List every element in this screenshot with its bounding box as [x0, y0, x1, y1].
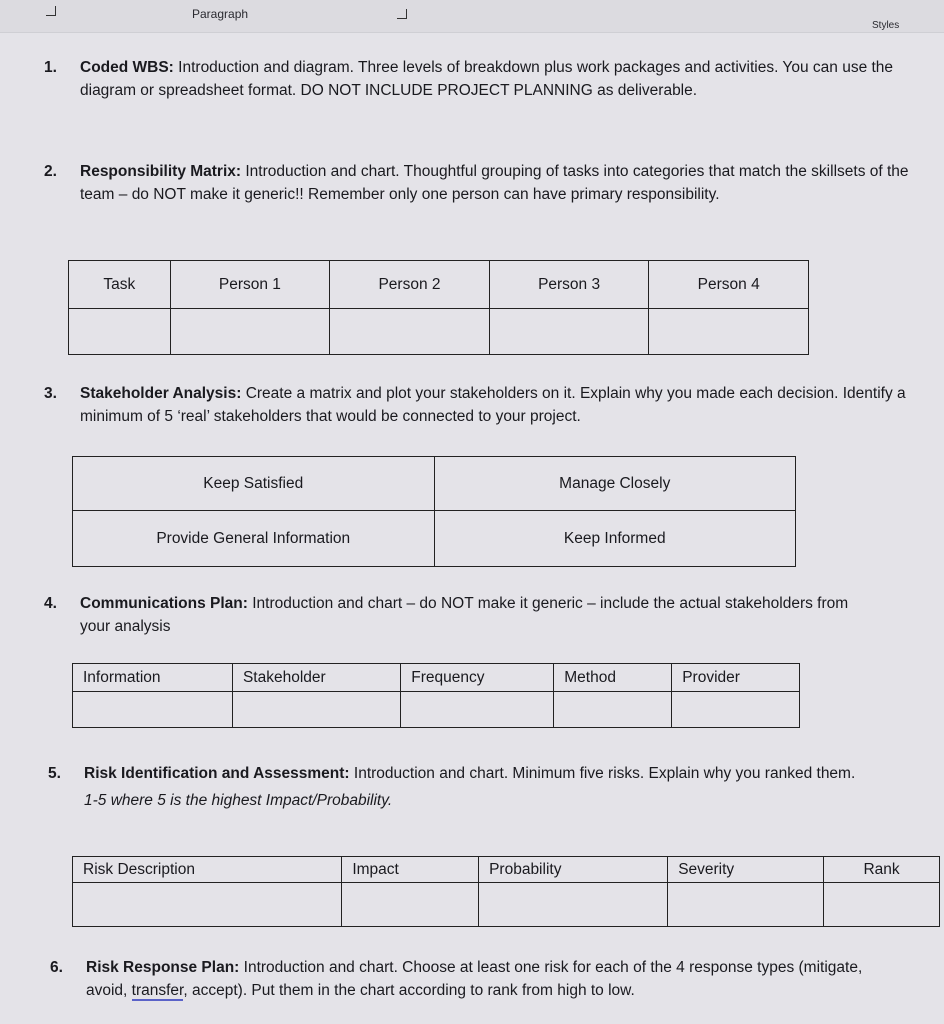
item-number: 4. [44, 595, 57, 612]
table-header-cell: Task [69, 261, 171, 309]
table-header-cell: Stakeholder [232, 664, 400, 692]
table-header-cell: Severity [668, 857, 824, 883]
item-heading: Responsibility Matrix: [80, 163, 242, 180]
table-cell[interactable] [649, 309, 809, 355]
table-cell[interactable] [330, 309, 490, 355]
table-header-cell: Person 4 [649, 261, 809, 309]
table-header-cell: Rank [824, 857, 940, 883]
matrix-cell-keep-satisfied: Keep Satisfied [73, 457, 435, 511]
risk-table [72, 856, 940, 927]
table-cell[interactable] [73, 692, 233, 728]
table-cell[interactable] [69, 309, 171, 355]
item-3-stakeholder-analysis [44, 382, 930, 428]
table-header-cell: Information [73, 664, 233, 692]
table-header-cell: Risk Description [73, 857, 342, 883]
table-header-cell: Impact [342, 857, 479, 883]
item-note: 1-5 where 5 is the highest Impact/Probability. [84, 792, 393, 809]
matrix-row [73, 511, 796, 567]
ribbon-bar [0, 0, 944, 33]
styles-group-label: Styles [872, 20, 900, 31]
item-text: Create a matrix and plot your stakeholders on it. Explain why you made each decision. Identify a minimum of 5 ‘real’ stakeholders that would be connected to your project. [80, 385, 906, 425]
table-header-cell: Probability [479, 857, 668, 883]
item-number: 6. [50, 959, 63, 976]
item-1-coded-wbs [44, 56, 940, 102]
item-heading: Communications Plan: [80, 595, 248, 612]
table-header-cell: Provider [672, 664, 800, 692]
matrix-cell-manage-closely: Manage Closely [434, 457, 796, 511]
table-cell[interactable] [489, 309, 649, 355]
table-cell[interactable] [401, 692, 554, 728]
table-header-row [73, 857, 940, 883]
table-cell[interactable] [232, 692, 400, 728]
matrix-cell-general-information: Provide General Information [73, 511, 435, 567]
item-heading: Stakeholder Analysis: [80, 385, 242, 402]
table-cell[interactable] [342, 883, 479, 927]
spellcheck-underlined-word[interactable]: transfer [131, 982, 184, 999]
item-text: Introduction and chart – do NOT make it generic – include the actual stakeholders from your analysis [80, 595, 849, 635]
table-cell[interactable] [170, 309, 330, 355]
table-cell[interactable] [554, 692, 672, 728]
table-row [73, 692, 800, 728]
table-header-row [69, 261, 809, 309]
item-heading: Risk Identification and Assessment: [84, 765, 350, 782]
table-cell[interactable] [824, 883, 940, 927]
item-text: Introduction and chart. Thoughtful grouping of tasks into categories that match the skillsets of the team – do NOT make it generic!! Remember only one person can have primary responsibility. [80, 163, 909, 203]
item-text: Introduction and chart. Choose at least one risk for each of the 4 response types (mitigate, avoid, [86, 959, 863, 999]
item-heading: Coded WBS: [80, 59, 174, 76]
communications-table [72, 663, 800, 728]
item-number: 5. [48, 765, 61, 782]
table-header-cell: Method [554, 664, 672, 692]
table-header-cell: Person 1 [170, 261, 330, 309]
paragraph-group-label: Paragraph [192, 7, 249, 21]
item-number: 2. [44, 163, 57, 180]
table-header-row [73, 664, 800, 692]
table-row [69, 309, 809, 355]
font-dialog-launcher-icon[interactable] [46, 6, 56, 16]
item-6-risk-response-plan [50, 956, 906, 1002]
paragraph-dialog-launcher-icon[interactable] [397, 9, 407, 19]
table-row [73, 883, 940, 927]
item-number: 3. [44, 385, 57, 402]
stakeholder-matrix [72, 456, 796, 567]
table-header-cell: Person 2 [330, 261, 490, 309]
table-header-cell: Person 3 [489, 261, 649, 309]
table-cell[interactable] [479, 883, 668, 927]
item-heading: Risk Response Plan: [86, 959, 240, 976]
responsibility-table [68, 260, 809, 355]
item-4-communications-plan [44, 592, 880, 638]
item-2-responsibility-matrix [44, 160, 910, 206]
matrix-cell-keep-informed: Keep Informed [434, 511, 796, 567]
item-text: Introduction and chart. Minimum five risks. Explain why you ranked them. [353, 765, 856, 782]
item-text: Introduction and diagram. Three levels of breakdown plus work packages and activities. You can use the diagram or spreadsheet format. DO NOT INCLUDE PROJECT PLANNING as deliverable. [80, 59, 894, 99]
table-cell[interactable] [668, 883, 824, 927]
item-text: , accept). Put them in the chart according to rank from high to low. [183, 982, 635, 999]
table-header-cell: Frequency [401, 664, 554, 692]
table-cell[interactable] [672, 692, 800, 728]
matrix-row [73, 457, 796, 511]
item-number: 1. [44, 59, 57, 76]
item-5-risk-identification [48, 762, 904, 812]
table-cell[interactable] [73, 883, 342, 927]
